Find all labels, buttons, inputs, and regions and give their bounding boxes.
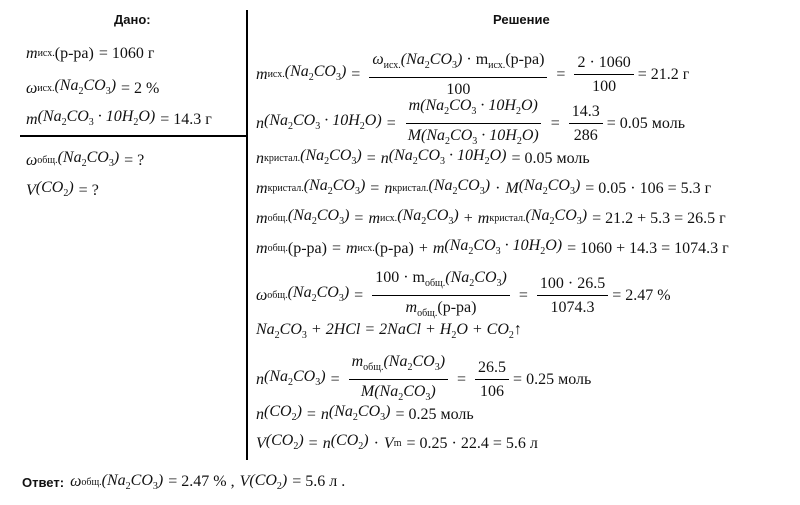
fraction: $\frac{m(Na_2CO_3 \cdot 10H_2O)}{M(Na_2CO_3 \cdot 10H_2O)}$ [405,96,542,151]
given-header: Дано: [114,12,151,27]
given-m-crystal: m $(Na_2CO_3 \cdot 10H_2O)$ = 14.3 г [26,108,212,129]
given-find-divider [20,135,246,137]
solution-step-11: V $(CO_2)$ = n $(CO_2)$ · V m = 0.25 · 22.4 = 5.6 л [256,432,538,453]
solution-step-3: n кристал. $(Na_2CO_3)$ = n $(Na_2CO_3 \cdot 10H_2O)$ = 0.05 моль [256,147,590,168]
solution-step-6: m общ. (р-ра) = m исх. (р-ра) + m $(Na_2CO_3 \cdot 10H_2O)$ = 1060 + 14.3 = 1074.3 г [256,237,729,258]
fraction: $\frac{14.3}{286}$ [569,102,603,145]
find-w: ω общ. $(Na_2CO_3)$ = ? [26,149,145,170]
vertical-divider [246,10,248,460]
given-w-na2co3: ω исх. $(Na_2CO_3)$ = 2 % [26,77,160,98]
answer-line: Ответ: ω общ. $(Na_2CO_3)$ = 2.47 % , V $(CO_2)$ = 5.6 л . [22,472,346,493]
solution-step-9: n $(Na_2CO_3)$ = $\frac{m_{общ.}(Na_2CO_3)}{M(Na_2CO_3)}$ = $\frac{26.5}{106}$ = 0.25 моль [256,352,591,407]
solution-reaction: $Na_2CO_3 + 2HCl$ = 2NaCl + $H_2O$ + $CO_2↑$ [256,321,522,342]
solution-step-5: m общ. $(Na_2CO_3)$ = m исх. $(Na_2CO_3)$ + m кристал. $(Na_2CO_3)$ = 21.2 + 5.3 = 26.5 г [256,207,726,228]
fraction: $\frac{26.5}{106}$ [475,358,509,401]
given-m-solution: m исх. (р-ра) = 1060 г [26,45,155,62]
answer-label: Ответ: [22,474,65,490]
fraction: $\frac{\omega_{исх.}(Na_2CO_3) \cdot m_{исх.}(р-ра)}{100}$ [369,50,547,99]
fraction: $\frac{2 \cdot 1060}{100}$ [574,53,633,96]
solution-step-1: m исх. $(Na_2CO_3)$ = $\frac{\omega_{исх.}(Na_2CO_3) \cdot m_{исх.}(р-ра)}{100}$ = $\frac{2 \cdot 1060}{100}$ = 21.2 г [256,51,690,99]
solution-step-2: n $(Na_2CO_3 \cdot 10H_2O)$ = $\frac{m(Na_2CO_3 \cdot 10H_2O)}{M(Na_2CO_3 \cdot 10H_2O)}$ = $\frac{14.3}{286}$ = 0.05 моль [256,96,685,151]
fraction: $\frac{100 \cdot m_{общ.}(Na_2CO_3)}{m_{общ.}(р-ра)}$ [372,268,510,323]
solution-header: Решение [493,12,550,27]
solution-step-7: ω общ. $(Na_2CO_3)$ = $\frac{100 \cdot m_{общ.}(Na_2CO_3)}{m_{общ.}(р-ра)}$ = $\frac{100 \cdot 26.5}{1074.3}$ = 2.47 % [256,268,671,323]
fraction: $\frac{m_{общ.}(Na_2CO_3)}{M(Na_2CO_3)}$ [349,352,448,407]
solution-step-4: m кристал. $(Na_2CO_3)$ = n кристал. $(Na_2CO_3)$ · M $(Na_2CO_3)$ = 0.05 · 106 = 5.3 г [256,177,712,198]
solution-step-10: n $(CO_2)$ = n $(Na_2CO_3)$ = 0.25 моль [256,403,474,424]
find-v: V $(CO_2)$ = ? [26,179,99,200]
fraction: $\frac{100 \cdot 26.5}{1074.3}$ [537,274,608,317]
